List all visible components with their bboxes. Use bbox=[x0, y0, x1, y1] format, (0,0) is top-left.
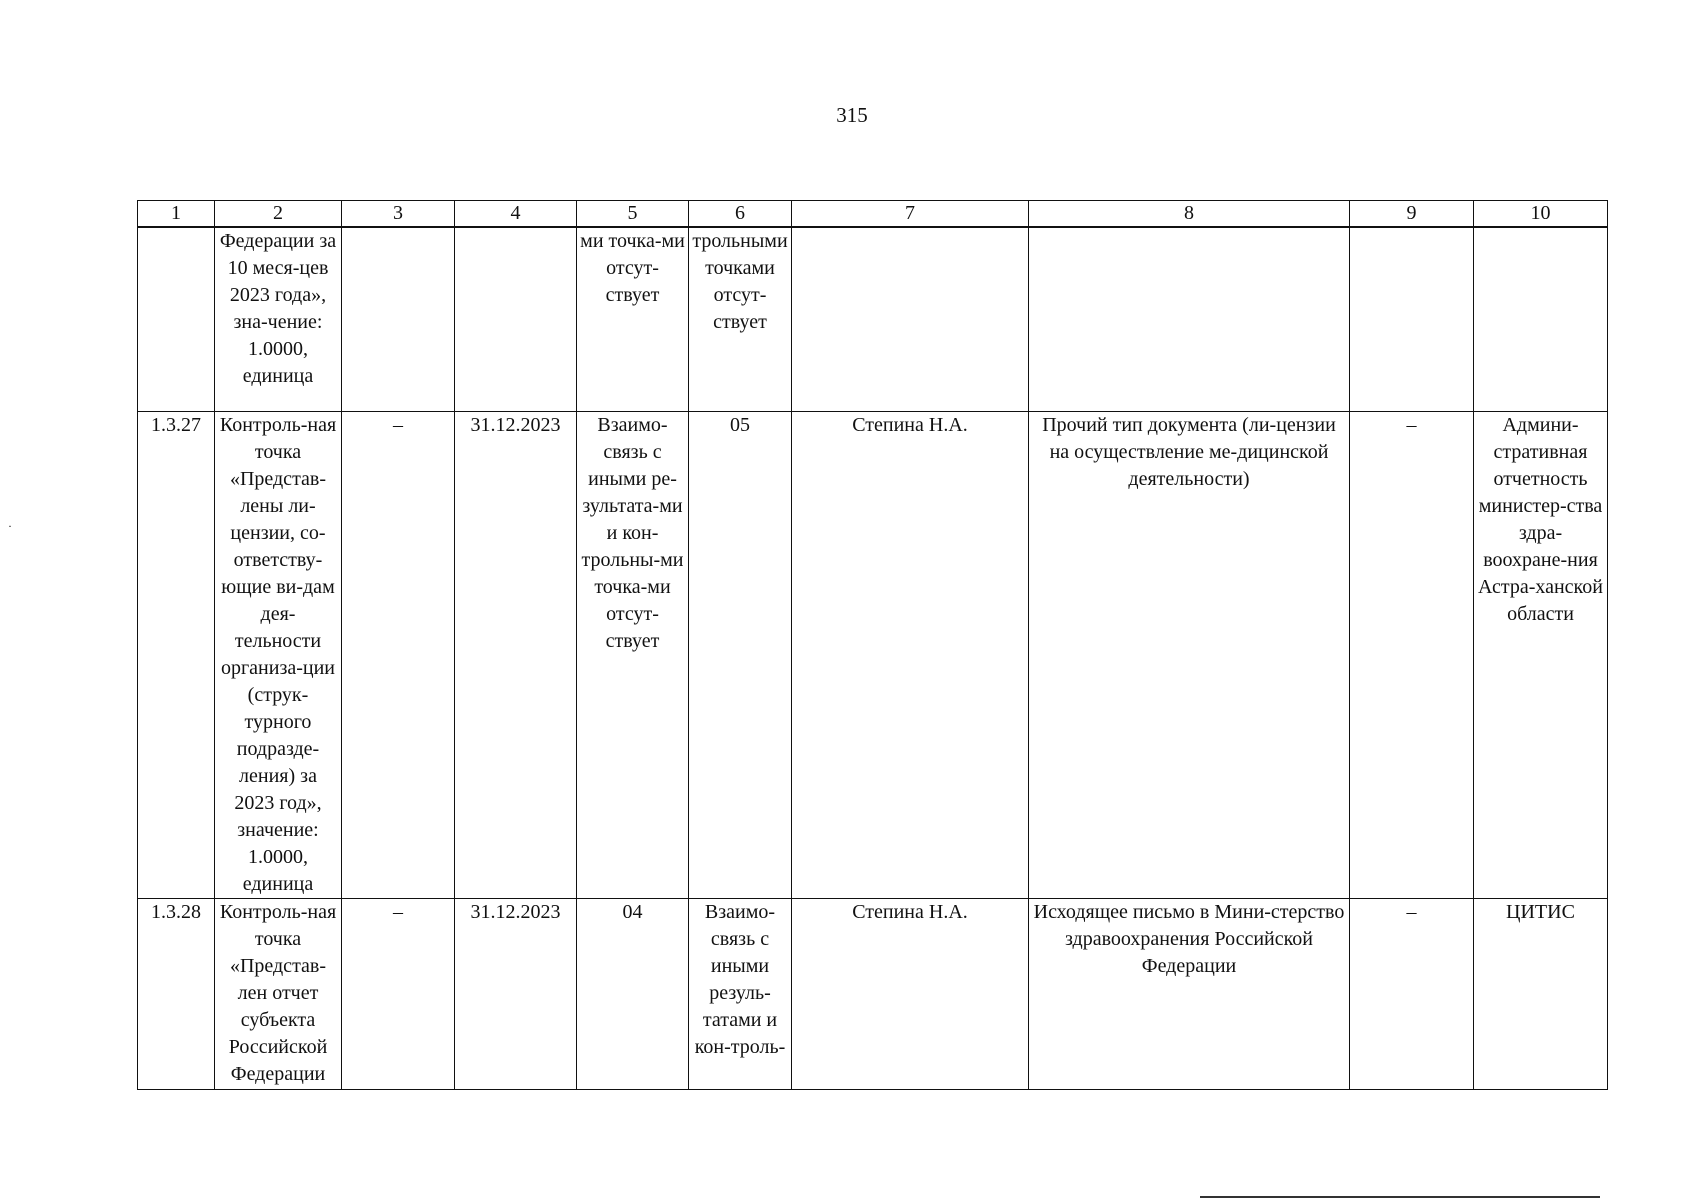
cell-end-date bbox=[455, 227, 577, 412]
table-row-1-3-27 bbox=[138, 412, 1608, 899]
table-row-continuation bbox=[138, 227, 1608, 412]
cell-start-date: – bbox=[342, 412, 455, 899]
col-header-4: 4 bbox=[455, 201, 577, 228]
col-header-6: 6 bbox=[689, 201, 792, 228]
col-header-5: 5 bbox=[577, 201, 689, 228]
page-number: 315 bbox=[836, 103, 868, 127]
cell-predecessor: 04 bbox=[577, 899, 689, 1090]
cell-number: 1.3.28 bbox=[138, 899, 215, 1090]
cell-responsible: Степина Н.А. bbox=[792, 899, 1029, 1090]
cell-info-system: ЦИТИС bbox=[1474, 899, 1608, 1090]
plan-table bbox=[137, 200, 1608, 1090]
scan-mark: · bbox=[8, 519, 12, 533]
cell-document-type: Исходящее письмо в Мини-стерство здравоохранения Российской Федерации bbox=[1029, 899, 1350, 1090]
cell-start-date bbox=[342, 227, 455, 412]
col-header-8: 8 bbox=[1029, 201, 1350, 228]
cell-end-date: 31.12.2023 bbox=[455, 412, 577, 899]
col-header-2: 2 bbox=[215, 201, 342, 228]
col-header-1: 1 bbox=[138, 201, 215, 228]
cell-successor: Взаимо-связь с иными резуль-татами и кон-троль- bbox=[689, 899, 792, 1090]
cell-info-system: Админи-стративная отчетность министер-ства здра-воохране-ния Астра-ханской области bbox=[1474, 412, 1608, 899]
cell-successor: 05 bbox=[689, 412, 792, 899]
col-header-7: 7 bbox=[792, 201, 1029, 228]
col-header-3: 3 bbox=[342, 201, 455, 228]
col-header-9: 9 bbox=[1350, 201, 1474, 228]
cell-col9: – bbox=[1350, 412, 1474, 899]
cell-document-type: Прочий тип документа (ли-цензии на осуществление ме-дицинской деятельности) bbox=[1029, 412, 1350, 899]
cell-document-type bbox=[1029, 227, 1350, 412]
column-number-row bbox=[138, 201, 1608, 228]
cell-predecessor: ми точка-ми отсут-ствует bbox=[577, 227, 689, 412]
cell-info-system bbox=[1474, 227, 1608, 412]
col-header-10: 10 bbox=[1474, 201, 1608, 228]
cell-name: Контроль-ная точка «Представ-лены ли-цензии, со-ответству-ющие ви-дам дея-тельности организа-ции (струк-турного подразде-ления) за 2023 год», значение: 1.0000, единица bbox=[215, 412, 342, 899]
cell-successor: трольными точками отсут-ствует bbox=[689, 227, 792, 412]
footer-rule bbox=[1200, 1196, 1600, 1198]
cell-name: Федерации за 10 меся-цев 2023 года», зна-чение: 1.0000, единица bbox=[215, 227, 342, 412]
cell-responsible: Степина Н.А. bbox=[792, 412, 1029, 899]
table-row-1-3-28 bbox=[138, 899, 1608, 1090]
cell-col9 bbox=[1350, 227, 1474, 412]
cell-name: Контроль-ная точка «Представ-лен отчет субъекта Российской Федерации bbox=[215, 899, 342, 1090]
cell-responsible bbox=[792, 227, 1029, 412]
cell-number: 1.3.27 bbox=[138, 412, 215, 899]
cell-number bbox=[138, 227, 215, 412]
cell-start-date: – bbox=[342, 899, 455, 1090]
cell-col9: – bbox=[1350, 899, 1474, 1090]
cell-end-date: 31.12.2023 bbox=[455, 899, 577, 1090]
cell-predecessor: Взаимо-связь с иными ре-зультата-ми и кон-трольны-ми точка-ми отсут-ствует bbox=[577, 412, 689, 899]
